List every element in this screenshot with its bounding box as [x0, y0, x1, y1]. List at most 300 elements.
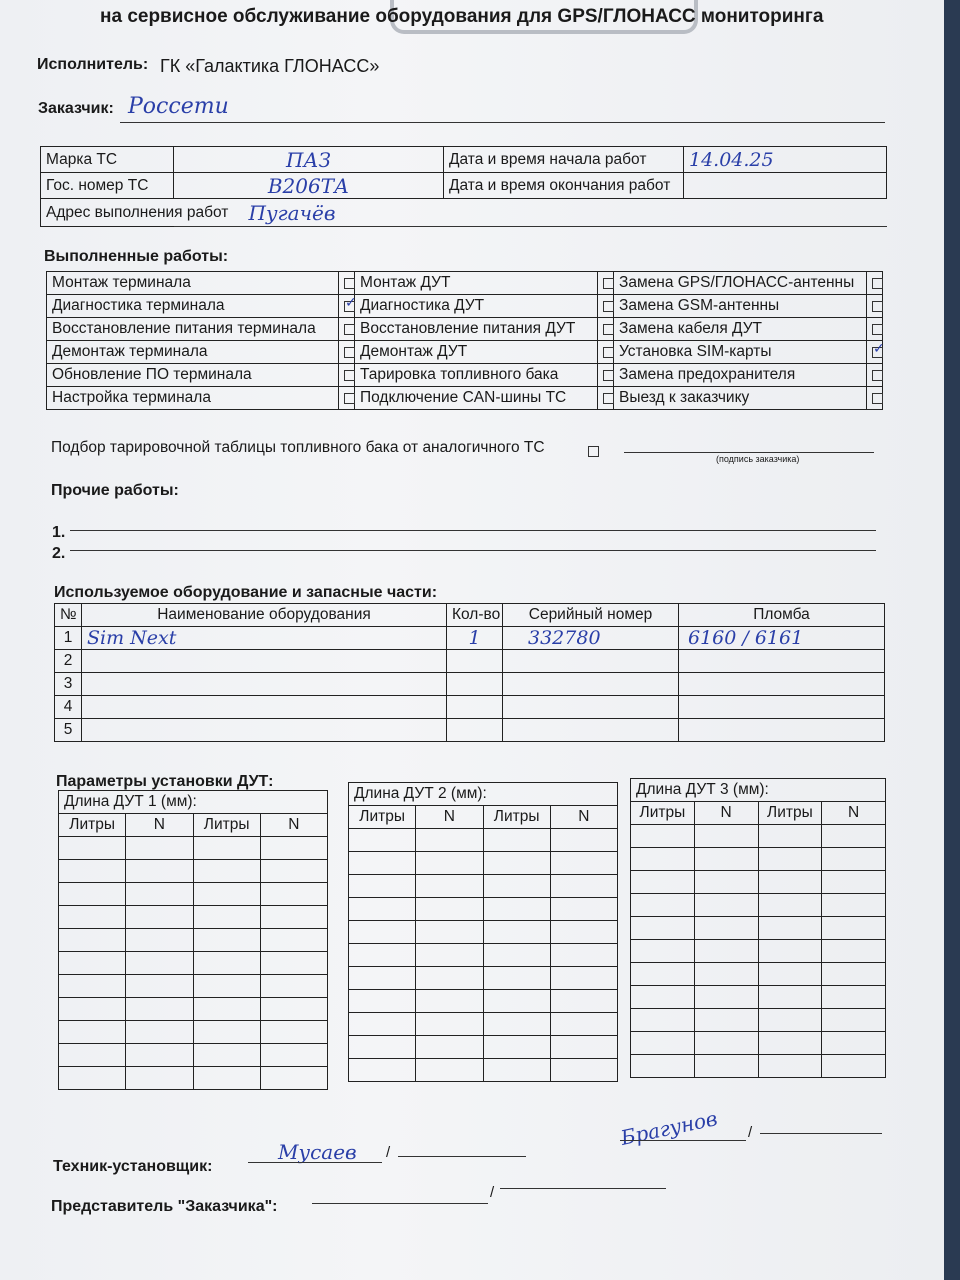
extra-slash: /	[748, 1124, 753, 1141]
dut-cell[interactable]	[260, 929, 327, 952]
dut-empty-row	[631, 894, 886, 917]
dut-cell[interactable]	[59, 1021, 126, 1044]
work-item-checkbox[interactable]	[344, 278, 355, 289]
work-item-checkbox-cell	[339, 318, 355, 341]
dut-empty-row	[631, 825, 886, 848]
equipment-seal-cell	[679, 696, 885, 719]
equipment-qty-value: 1	[468, 627, 481, 649]
dut-cell[interactable]	[483, 852, 550, 875]
dut-cell[interactable]	[550, 898, 617, 921]
dut-cell[interactable]	[416, 921, 483, 944]
dut-empty-row	[349, 898, 618, 921]
work-item-checkbox-cell	[598, 318, 614, 341]
dut-cell[interactable]	[193, 952, 260, 975]
dut-cell[interactable]	[193, 1044, 260, 1067]
dut-cell[interactable]	[416, 852, 483, 875]
dut-cell[interactable]	[126, 837, 193, 860]
dut-cell[interactable]	[822, 963, 886, 986]
work-item-checkbox-cell	[867, 341, 883, 364]
equipment-seal-cell	[679, 627, 885, 650]
extra-sign-line-1	[620, 1140, 746, 1141]
work-item-label: Замена GPS/ГЛОНАСС-антенны	[614, 272, 867, 295]
address-label: Адрес выполнения работ	[41, 199, 174, 227]
equipment-seal-cell	[679, 650, 885, 673]
tech-slash: /	[386, 1144, 391, 1161]
dut-cell[interactable]	[260, 860, 327, 883]
dut-cell[interactable]	[126, 998, 193, 1021]
dut-empty-row	[349, 852, 618, 875]
work-item-checkbox-cell	[339, 341, 355, 364]
dut-cell[interactable]	[349, 990, 416, 1013]
other-line-1	[70, 530, 876, 531]
dut-cell[interactable]	[59, 998, 126, 1021]
work-item-label: Восстановление питания ДУТ	[355, 318, 598, 341]
dut-cell[interactable]	[822, 1055, 886, 1078]
customer-line	[120, 122, 885, 123]
rep-slash: /	[490, 1184, 495, 1201]
dut-cell[interactable]	[631, 1009, 695, 1032]
works-row	[47, 341, 883, 364]
dut-cell[interactable]	[416, 1013, 483, 1036]
dut-empty-row	[59, 929, 328, 952]
work-item-checkbox-cell	[598, 387, 614, 410]
equipment-row	[55, 627, 885, 650]
dut-cell[interactable]	[550, 990, 617, 1013]
dut-caption: Длина ДУТ 1 (мм):	[59, 791, 328, 814]
signature-caption: (подпись заказчика)	[716, 454, 800, 464]
dut-cell[interactable]	[59, 1067, 126, 1090]
dut-cell[interactable]	[631, 1055, 695, 1078]
dut-cell[interactable]	[260, 1067, 327, 1090]
work-item-label: Демонтаж ДУТ	[355, 341, 598, 364]
dut-cell[interactable]	[416, 990, 483, 1013]
dut-table-1	[58, 790, 328, 1090]
dut-empty-row	[349, 1059, 618, 1082]
dut-cell[interactable]	[483, 1013, 550, 1036]
dut-cell[interactable]	[126, 952, 193, 975]
equipment-row-number: 2	[55, 650, 82, 673]
dut-cell[interactable]	[694, 917, 758, 940]
work-item-label: Замена GSM-антенны	[614, 295, 867, 318]
work-item-label: Подключение CAN-шины ТС	[355, 387, 598, 410]
dut-cell[interactable]	[349, 967, 416, 990]
dut-cell[interactable]	[59, 883, 126, 906]
dut-empty-row	[59, 837, 328, 860]
work-item-checkbox[interactable]	[603, 324, 614, 335]
dut-cell[interactable]	[349, 1013, 416, 1036]
dut-empty-row	[349, 1013, 618, 1036]
dut-cell[interactable]	[694, 986, 758, 1009]
dut-cell[interactable]	[631, 1032, 695, 1055]
equipment-row	[55, 673, 885, 696]
equipment-serial-cell	[503, 673, 679, 696]
dut-cell[interactable]	[631, 917, 695, 940]
equip-header-serial: Серийный номер	[503, 604, 679, 627]
work-item-checkbox[interactable]	[344, 393, 355, 404]
work-item-label: Демонтаж терминала	[47, 341, 339, 364]
dut-cell[interactable]	[416, 829, 483, 852]
work-item-checkbox[interactable]	[603, 393, 614, 404]
dut-cell[interactable]	[416, 898, 483, 921]
equipment-seal-cell	[679, 719, 885, 742]
start-label: Дата и время начала работ	[444, 147, 684, 173]
extra-sign-line-2	[760, 1133, 882, 1134]
work-item-checkbox[interactable]	[872, 370, 883, 381]
equipment-qty-cell	[447, 696, 503, 719]
dut-cell[interactable]	[758, 1009, 822, 1032]
work-item-checkbox-cell	[339, 387, 355, 410]
dut-cell[interactable]	[631, 825, 695, 848]
dut-empty-row	[631, 917, 886, 940]
equipment-row-number: 5	[55, 719, 82, 742]
dut-cell[interactable]	[260, 998, 327, 1021]
dut-cell[interactable]	[193, 883, 260, 906]
brand-label: Марка ТС	[41, 147, 174, 173]
dut-cell[interactable]	[260, 883, 327, 906]
dut-cell[interactable]	[126, 860, 193, 883]
rep-line-1	[312, 1203, 488, 1204]
work-item-label: Тарировка топливного бака	[355, 364, 598, 387]
dut-cell[interactable]	[260, 1021, 327, 1044]
equipment-row	[55, 696, 885, 719]
work-item-checkbox[interactable]	[344, 301, 355, 312]
work-item-checkbox[interactable]	[344, 370, 355, 381]
dut-cell[interactable]	[758, 1055, 822, 1078]
work-item-checkbox[interactable]	[872, 393, 883, 404]
equipment-serial-cell	[503, 696, 679, 719]
dut-cell[interactable]	[483, 990, 550, 1013]
dut-column-header: Литры	[483, 806, 550, 829]
equipment-name-cell	[82, 627, 447, 650]
dut-cell[interactable]	[193, 1021, 260, 1044]
dut-cell[interactable]	[349, 921, 416, 944]
dut-cell[interactable]	[483, 1059, 550, 1082]
dut-title: Параметры установки ДУТ:	[56, 773, 274, 790]
work-item-label: Восстановление питания терминала	[47, 318, 339, 341]
dut-empty-row	[59, 1021, 328, 1044]
equipment-row-number: 3	[55, 673, 82, 696]
dut-cell[interactable]	[349, 944, 416, 967]
work-item-checkbox-cell	[598, 272, 614, 295]
equipment-serial-cell	[503, 627, 679, 650]
equip-header-qty: Кол-во	[447, 604, 503, 627]
tariff-checkbox[interactable]	[588, 446, 599, 457]
dut-cell[interactable]	[694, 1055, 758, 1078]
dut-cell[interactable]	[694, 940, 758, 963]
dut-cell[interactable]	[758, 940, 822, 963]
dut-cell[interactable]	[631, 963, 695, 986]
equip-header-no: №	[55, 604, 82, 627]
dut-column-header: N	[416, 806, 483, 829]
dut-cell[interactable]	[349, 875, 416, 898]
dut-cell[interactable]	[758, 871, 822, 894]
other-item-1: 1.	[52, 524, 66, 541]
dut-cell[interactable]	[349, 898, 416, 921]
dut-cell[interactable]	[822, 871, 886, 894]
dut-cell[interactable]	[758, 986, 822, 1009]
dut-cell[interactable]	[758, 1032, 822, 1055]
dut-empty-row	[59, 952, 328, 975]
work-item-checkbox[interactable]	[872, 347, 883, 358]
dut-cell[interactable]	[416, 875, 483, 898]
equipment-table	[54, 603, 885, 742]
dut-cell[interactable]	[349, 1036, 416, 1059]
work-item-checkbox[interactable]	[603, 347, 614, 358]
dut-cell[interactable]	[349, 1059, 416, 1082]
dut-cell[interactable]	[550, 852, 617, 875]
dut-empty-row	[59, 998, 328, 1021]
dut-cell[interactable]	[694, 848, 758, 871]
executor-label: Исполнитель:	[37, 56, 149, 73]
work-item-label: Установка SIM-карты	[614, 341, 867, 364]
dut-cell[interactable]	[126, 883, 193, 906]
dut-column-header: Литры	[349, 806, 416, 829]
equipment-name-cell	[82, 719, 447, 742]
equipment-qty-cell	[447, 650, 503, 673]
dut-cell[interactable]	[550, 875, 617, 898]
dut-cell[interactable]	[550, 944, 617, 967]
dut-empty-row	[631, 963, 886, 986]
work-item-checkbox-cell	[339, 272, 355, 295]
dut-cell[interactable]	[59, 1044, 126, 1067]
equipment-serial-cell	[503, 650, 679, 673]
dut-cell[interactable]	[126, 975, 193, 998]
dut-empty-row	[59, 883, 328, 906]
dut-empty-row	[349, 1036, 618, 1059]
works-title: Выполненные работы:	[44, 248, 229, 265]
dut-cell[interactable]	[193, 998, 260, 1021]
dut-column-header: N	[126, 814, 193, 837]
end-label: Дата и время окончания работ	[444, 173, 684, 199]
works-row	[47, 272, 883, 295]
dut-cell[interactable]	[822, 848, 886, 871]
dut-empty-row	[349, 829, 618, 852]
dut-cell[interactable]	[758, 894, 822, 917]
dut-empty-row	[631, 940, 886, 963]
dut-cell[interactable]	[822, 917, 886, 940]
work-item-label: Монтаж ДУТ	[355, 272, 598, 295]
dut-empty-row	[349, 875, 618, 898]
work-item-label: Диагностика терминала	[47, 295, 339, 318]
equipment-qty-cell	[447, 673, 503, 696]
dut-cell[interactable]	[260, 1044, 327, 1067]
dut-cell[interactable]	[59, 975, 126, 998]
dut-table-2	[348, 782, 618, 1082]
work-item-checkbox[interactable]	[872, 278, 883, 289]
rep-line-2	[500, 1188, 666, 1189]
dut-cell[interactable]	[822, 1009, 886, 1032]
equip-header-name: Наименование оборудования	[82, 604, 447, 627]
dut-cell[interactable]	[758, 848, 822, 871]
dut-cell[interactable]	[631, 940, 695, 963]
equipment-name-cell	[82, 696, 447, 719]
work-item-label: Диагностика ДУТ	[355, 295, 598, 318]
dut-cell[interactable]	[631, 894, 695, 917]
dut-cell[interactable]	[758, 825, 822, 848]
dut-column-header: Литры	[59, 814, 126, 837]
dut-cell[interactable]	[822, 940, 886, 963]
dut-empty-row	[349, 944, 618, 967]
work-item-checkbox[interactable]	[872, 301, 883, 312]
work-item-checkbox-cell	[867, 272, 883, 295]
equip-header-seal: Пломба	[679, 604, 885, 627]
work-item-label: Выезд к заказчику	[614, 387, 867, 410]
work-item-checkbox[interactable]	[603, 278, 614, 289]
dut-cell[interactable]	[126, 1021, 193, 1044]
dut-cell[interactable]	[550, 1013, 617, 1036]
dut-cell[interactable]	[550, 967, 617, 990]
dut-cell[interactable]	[822, 825, 886, 848]
dut-cell[interactable]	[59, 837, 126, 860]
dut-cell[interactable]	[126, 906, 193, 929]
dut-cell[interactable]	[260, 837, 327, 860]
dut-cell[interactable]	[822, 1032, 886, 1055]
dut-cell[interactable]	[59, 860, 126, 883]
dut-cell[interactable]	[694, 963, 758, 986]
dut-cell[interactable]	[550, 829, 617, 852]
tech-line-1	[248, 1162, 382, 1163]
start-value: 14.04.25	[689, 148, 774, 171]
work-item-checkbox[interactable]	[344, 324, 355, 335]
dut-cell[interactable]	[416, 1036, 483, 1059]
dut-cell[interactable]	[193, 929, 260, 952]
dut-cell[interactable]	[550, 1059, 617, 1082]
dut-cell[interactable]	[349, 829, 416, 852]
dut-empty-row	[349, 967, 618, 990]
dut-cell[interactable]	[126, 929, 193, 952]
executor-value: ГК «Галактика ГЛОНАСС»	[160, 56, 380, 76]
equipment-seal-cell	[679, 673, 885, 696]
dut-cell[interactable]	[193, 975, 260, 998]
dut-cell[interactable]	[483, 967, 550, 990]
customer-value: Россети	[128, 94, 229, 119]
equipment-name-cell	[82, 650, 447, 673]
dut-cell[interactable]	[59, 929, 126, 952]
dut-column-header: Литры	[758, 802, 822, 825]
work-item-checkbox-cell	[598, 341, 614, 364]
dut-empty-row	[59, 1067, 328, 1090]
equipment-serial-cell	[503, 719, 679, 742]
work-item-checkbox-cell	[339, 295, 355, 318]
plate-value: В206ТА	[267, 173, 350, 198]
dut-cell[interactable]	[822, 986, 886, 1009]
dut-cell[interactable]	[483, 921, 550, 944]
dut-cell[interactable]	[126, 1044, 193, 1067]
dut-cell[interactable]	[193, 1067, 260, 1090]
work-item-checkbox[interactable]	[872, 324, 883, 335]
dut-empty-row	[59, 975, 328, 998]
work-item-label: Монтаж терминала	[47, 272, 339, 295]
dut-cell[interactable]	[193, 906, 260, 929]
dut-empty-row	[59, 860, 328, 883]
other-line-2	[70, 550, 876, 551]
dut-cell[interactable]	[416, 1059, 483, 1082]
dut-cell[interactable]	[631, 986, 695, 1009]
dut-empty-row	[59, 1044, 328, 1067]
dut-column-header: N	[694, 802, 758, 825]
works-row	[47, 318, 883, 341]
dut-cell[interactable]	[694, 871, 758, 894]
dut-column-header: N	[550, 806, 617, 829]
customer-signature-line	[624, 452, 874, 453]
equipment-name-value: Sim Next	[87, 627, 177, 649]
other-title: Прочие работы:	[51, 482, 179, 499]
dut-cell[interactable]	[193, 837, 260, 860]
dut-cell[interactable]	[631, 848, 695, 871]
dut-cell[interactable]	[550, 921, 617, 944]
address-value: Пугачёв	[248, 200, 336, 225]
equipment-serial-value: 332780	[528, 627, 601, 649]
work-item-label: Обновление ПО терминала	[47, 364, 339, 387]
dut-cell[interactable]	[416, 967, 483, 990]
work-item-checkbox-cell	[598, 364, 614, 387]
dut-cell[interactable]	[193, 860, 260, 883]
dut-cell[interactable]	[126, 1067, 193, 1090]
work-item-checkbox-cell	[867, 364, 883, 387]
dut-cell[interactable]	[416, 944, 483, 967]
dut-empty-row	[631, 871, 886, 894]
dut-cell[interactable]	[822, 894, 886, 917]
vehicle-table	[40, 146, 887, 227]
dut-cell[interactable]	[260, 906, 327, 929]
dut-table-3	[630, 778, 886, 1078]
equipment-row-number: 1	[55, 627, 82, 650]
dut-cell[interactable]	[483, 875, 550, 898]
dut-cell[interactable]	[483, 1036, 550, 1059]
work-item-checkbox-cell	[867, 318, 883, 341]
dut-cell[interactable]	[550, 1036, 617, 1059]
dut-cell[interactable]	[694, 1009, 758, 1032]
dut-cell[interactable]	[260, 975, 327, 998]
tariff-label: Подбор тарировочной таблицы топливного бака от аналогичного ТС	[51, 439, 545, 456]
dut-cell[interactable]	[758, 917, 822, 940]
dut-cell[interactable]	[694, 825, 758, 848]
work-item-label: Замена кабеля ДУТ	[614, 318, 867, 341]
work-item-label: Замена предохранителя	[614, 364, 867, 387]
customer-rep-label: Представитель "Заказчика":	[51, 1198, 278, 1215]
equipment-qty-cell	[447, 627, 503, 650]
equipment-qty-cell	[447, 719, 503, 742]
dut-empty-row	[349, 990, 618, 1013]
document-title: на сервисное обслуживание оборудования для GPS/ГЛОНАСС мониторинга	[100, 6, 824, 27]
dut-column-header: N	[822, 802, 886, 825]
dut-cell[interactable]	[483, 944, 550, 967]
dut-empty-row	[631, 848, 886, 871]
tech-line-2	[398, 1156, 526, 1157]
works-table	[46, 271, 883, 410]
dut-cell[interactable]	[260, 952, 327, 975]
dut-cell[interactable]	[694, 1032, 758, 1055]
works-row	[47, 295, 883, 318]
equipment-name-cell	[82, 673, 447, 696]
dut-cell[interactable]	[59, 952, 126, 975]
dut-cell[interactable]	[631, 871, 695, 894]
tech-label: Техник-установщик:	[53, 1158, 213, 1175]
work-item-checkbox[interactable]	[344, 347, 355, 358]
dut-column-header: N	[260, 814, 327, 837]
dut-cell[interactable]	[758, 963, 822, 986]
equipment-seal-value: 6160 / 6161	[688, 627, 804, 649]
dut-cell[interactable]	[483, 829, 550, 852]
dut-empty-row	[59, 906, 328, 929]
dut-cell[interactable]	[349, 852, 416, 875]
work-item-checkbox[interactable]	[603, 370, 614, 381]
dut-cell[interactable]	[694, 894, 758, 917]
dut-cell[interactable]	[483, 898, 550, 921]
tech-name: Мусаев	[278, 1140, 357, 1164]
dut-cell[interactable]	[59, 906, 126, 929]
work-item-checkbox[interactable]	[603, 301, 614, 312]
